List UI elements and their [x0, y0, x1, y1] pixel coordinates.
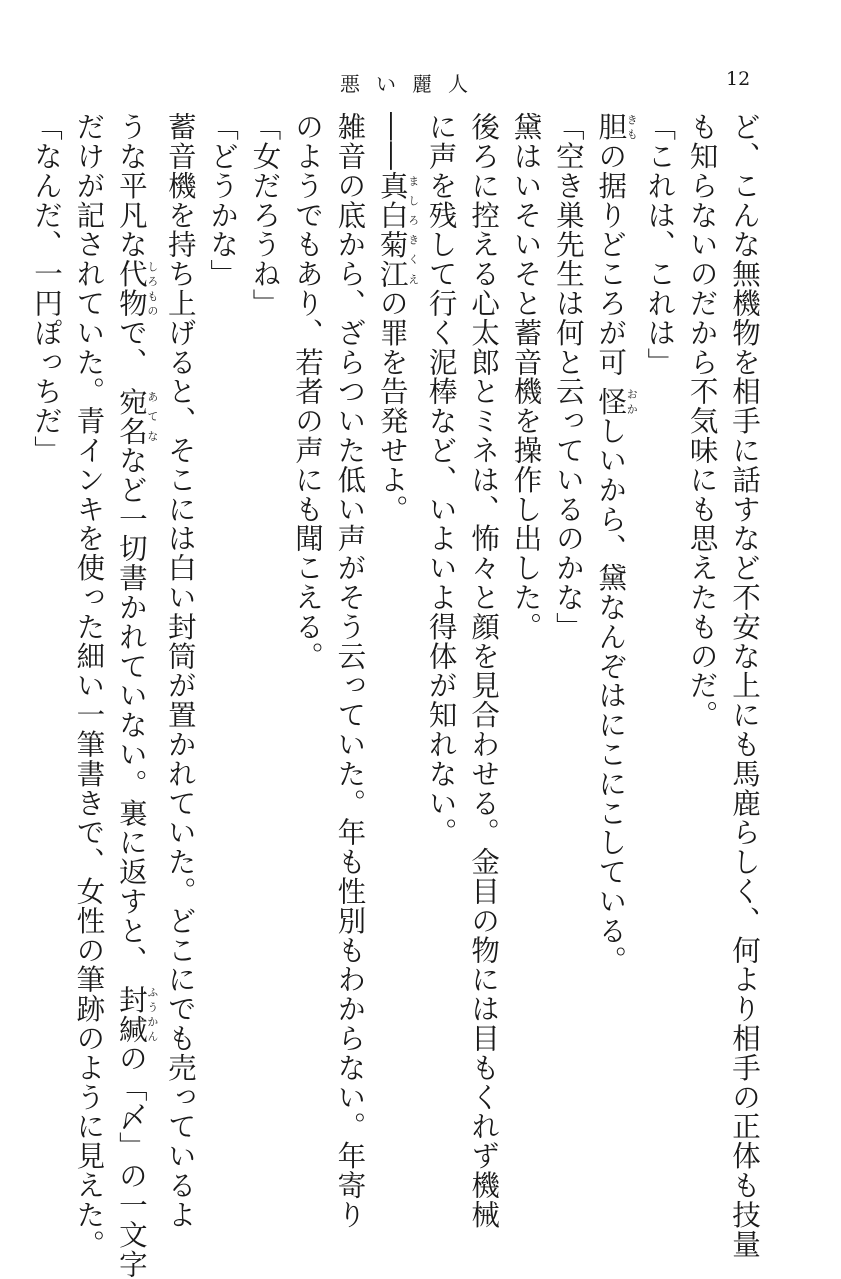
text-segment: ――: [375, 112, 409, 171]
text-line: [370, 112, 419, 1122]
text-segment: の据りどころが可: [594, 141, 628, 377]
ruby-base: 代物: [114, 259, 148, 318]
text-line: ど、こんな無機物を相手に話すなど不安な上にも馬鹿らしく、何より相手の正体も技量: [728, 112, 761, 1259]
text-line: 「なんだ、一円ぽっちだ」: [30, 112, 63, 465]
text-line: 「女だろうね」: [248, 112, 282, 318]
ruby-reading: しろもの: [145, 259, 159, 318]
ruby-base: 宛名: [114, 386, 148, 446]
ruby-base: 胆: [594, 112, 628, 142]
page-number: 12: [726, 68, 751, 90]
ruby-text: [114, 984, 159, 1044]
ruby-reading: ふうかん: [145, 984, 159, 1044]
text-line: に声を残して行く泥棒など、いよいよ得体が知れない。: [424, 112, 458, 847]
text-segment: うな平凡な: [114, 112, 148, 259]
ruby-text: [114, 386, 159, 446]
text-line: 「空き巣先生は何と云っているのかな」: [551, 112, 585, 642]
text-line: [109, 112, 159, 1279]
text-line: 「どうかな」: [206, 112, 240, 289]
ruby-text: [594, 386, 639, 416]
body-text: [25, 112, 765, 1279]
ruby-base: 真白菊江: [375, 170, 409, 289]
ruby-base: 怪: [594, 386, 628, 416]
text-segment: しいから、黛なんぞはにこにこしている。: [594, 415, 628, 975]
ruby-reading: おか: [625, 386, 639, 416]
text-line: 雑音の底から、ざらついた低い声がそう云っていた。年も性別もわからない。年寄り: [333, 112, 367, 1230]
ruby-text: [114, 259, 159, 318]
text-line: 後ろに控える心太郎とミネは、怖々と顔を見合わせる。金目の物には目もくれず機械: [467, 112, 501, 1230]
text-line: [589, 112, 638, 1122]
text-segment: の「〆」の一文字: [114, 1043, 148, 1279]
ruby-reading: あてな: [145, 386, 159, 446]
ruby-reading: きも: [625, 112, 639, 142]
text-line: 蓄音機を持ち上げると、そこには白い封筒が置かれていた。どこにでも売っているよ: [163, 112, 197, 1230]
text-segment: で、: [114, 317, 148, 377]
text-line: 「これは、これは」: [643, 112, 677, 377]
text-line: だけが記されていた。青インキを使った細い一筆書きで、女性の筆跡のように見えた。: [72, 112, 106, 1259]
ruby-reading: ましろきくえ: [406, 170, 420, 289]
ruby-base: 封緘: [114, 984, 148, 1044]
ruby-text: [594, 112, 639, 142]
text-segment: など一切書かれていない。裏に返すと、: [114, 445, 148, 975]
running-header-title: 悪い麗人: [340, 72, 484, 96]
text-line: 黛はいそいそと蓄音機を操作し出した。: [509, 112, 543, 642]
ruby-text: [375, 170, 420, 289]
text-line: も知らないのだから不気味にも思えたものだ。: [685, 112, 719, 730]
text-segment: の罪を告発せよ。: [375, 288, 409, 524]
text-line: のようでもあり、若者の声にも聞こえる。: [290, 112, 324, 671]
